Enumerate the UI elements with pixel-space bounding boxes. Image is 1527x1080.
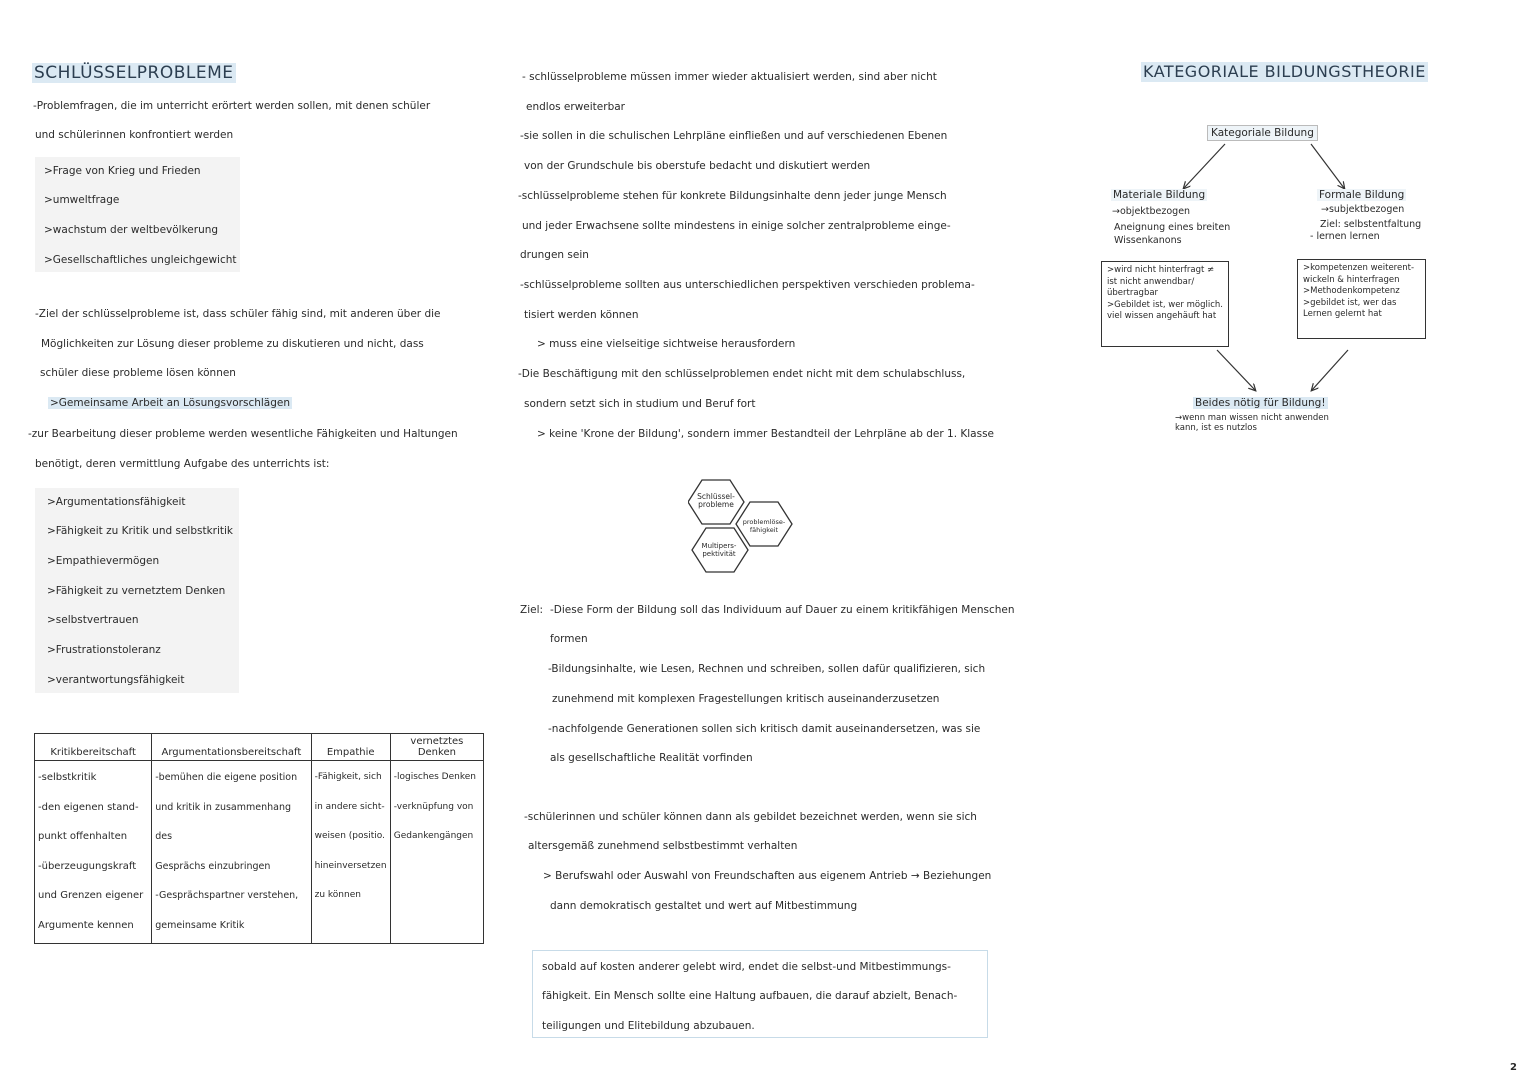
paragraph-line: > keine 'Krone der Bildung', sondern immer Bestandteil der Lehrpläne ab der 1. Klasse — [537, 428, 995, 440]
formal-line: Ziel: selbstentfaltung — [1320, 219, 1422, 230]
skill-item: >Argumentationsfähigkeit — [47, 496, 186, 508]
material-line: Wissenkanons — [1114, 235, 1182, 246]
skill-item: >verantwortungsfähigkeit — [47, 674, 185, 686]
table-header: Kritikbereitschaft — [35, 734, 152, 761]
paragraph-line: -Diese Form der Bildung soll das Individuum auf Dauer zu einem kritikfähigen Menschen — [550, 604, 1015, 616]
paragraph-line: tisiert werden können — [524, 309, 639, 321]
paragraph-line: -schlüsselprobleme stehen für konkrete Bildungsinhalte denn jeder junge Mensch — [518, 190, 947, 202]
paragraph-line: schüler diese probleme lösen können — [40, 367, 236, 379]
table-cell: -Fähigkeit, sich in andere sicht- weisen (positio. hineinversetzen zu können — [311, 761, 390, 944]
quote-line: fähigkeit. Ein Mensch sollte eine Haltung aufbauen, die darauf abzielt, Benach- — [542, 990, 958, 1002]
table-header: vernetztes Denken — [390, 734, 483, 761]
root-node: Kategoriale Bildung — [1207, 125, 1318, 141]
paragraph-line: endlos erweiterbar — [526, 101, 625, 113]
hexagon-label: problemlöse- fähigkeit — [742, 518, 786, 534]
hexagon-label: Schlüssel- probleme — [697, 492, 735, 509]
highlighted-text: >Gemeinsame Arbeit an Lösungsvorschlägen — [50, 397, 290, 409]
paragraph-line: und jeder Erwachsene sollte mindestens in einige solcher zentralprobleme einge- — [522, 220, 951, 232]
paragraph-line: sondern setzt sich in studium und Beruf fort — [524, 398, 756, 410]
page-number: 2 — [1510, 1062, 1517, 1073]
formal-line: - lernen lernen — [1310, 231, 1380, 242]
competence-table — [34, 733, 484, 944]
paragraph-line: und schülerinnen konfrontiert werden — [35, 129, 234, 141]
section-title-schluesselprobleme: SCHLÜSSELPROBLEME — [34, 63, 234, 83]
ziel-label: Ziel: — [520, 604, 544, 616]
table-header-row — [35, 734, 484, 761]
table-header: Argumentationsbereitschaft — [152, 734, 311, 761]
paragraph-line: - schlüsselprobleme müssen immer wieder aktualisiert werden, sind aber nicht — [522, 71, 937, 83]
paragraph-line: von der Grundschule bis oberstufe bedacht und diskutiert werden — [524, 160, 871, 172]
material-line: →objektbezogen — [1112, 206, 1191, 217]
conclusion: Beides nötig für Bildung! — [1195, 397, 1326, 409]
table-cell: -bemühen die eigene position und kritik in zusammenhang des Gesprächs einzubringen -Gesprächspartner verstehen, gemeinsame Kritik — [152, 761, 311, 944]
paragraph-line: -schülerinnen und schüler können dann als gebildet bezeichnet werden, wenn sie sich — [524, 811, 977, 823]
paragraph-line: > muss eine vielseitige sichtweise herausfordern — [537, 338, 796, 350]
skill-item: >Empathievermögen — [47, 555, 160, 567]
issue-item: >Gesellschaftliches ungleichgewicht — [44, 254, 237, 266]
table-row — [35, 761, 484, 944]
skill-item: >Frustrationstoleranz — [47, 644, 161, 656]
paragraph-line: > Berufswahl oder Auswahl von Freundschaften aus eigenem Antrieb → Beziehungen — [543, 870, 992, 882]
paragraph-line: -Bildungsinhalte, wie Lesen, Rechnen und schreiben, sollen dafür qualifizieren, sich — [548, 663, 986, 675]
paragraph-line: -nachfolgende Generationen sollen sich kritisch damit auseinandersetzen, was sie — [548, 723, 981, 735]
issue-item: >Frage von Krieg und Frieden — [44, 165, 201, 177]
issue-item: >umweltfrage — [44, 194, 120, 206]
section-title-kategoriale-bildungstheorie: KATEGORIALE BILDUNGSTHEORIE — [1143, 62, 1426, 81]
quote-line: sobald auf kosten anderer gelebt wird, endet die selbst-und Mitbestimmungs- — [542, 961, 951, 973]
table-cell: -logisches Denken -verknüpfung von Gedankengängen — [390, 761, 483, 944]
issue-item: >wachstum der weltbevölkerung — [44, 224, 219, 236]
paragraph-line: -Ziel der schlüsselprobleme ist, dass schüler fähig sind, mit anderen über die — [35, 308, 441, 320]
paragraph-line: drungen sein — [520, 249, 589, 261]
paragraph-line: formen — [550, 633, 588, 645]
skill-item: >Fähigkeit zu vernetztem Denken — [47, 585, 226, 597]
table-cell: -selbstkritik -den eigenen stand- punkt offenhalten -überzeugungskraft und Grenzen eigener Argumente kennen — [35, 761, 152, 944]
skill-item: >selbstvertrauen — [47, 614, 139, 626]
material-line: Aneignung eines breiten — [1114, 222, 1231, 233]
paragraph-line: -sie sollen in die schulischen Lehrpläne einfließen und auf verschiedenen Ebenen — [520, 130, 948, 142]
paragraph-line: -Problemfragen, die im unterricht erörtert werden sollen, mit denen schüler — [33, 100, 431, 112]
paragraph-line: Möglichkeiten zur Lösung dieser probleme zu diskutieren und nicht, dass — [41, 338, 424, 350]
material-box: >wird nicht hinterfragt ≠ ist nicht anwendbar/ übertragbar >Gebildet ist, wer möglich. viel wissen angehäuft hat — [1101, 261, 1229, 347]
paragraph-line: -schlüsselprobleme sollten aus unterschiedlichen perspektiven verschieden problema- — [520, 279, 975, 291]
highlight-line — [48, 396, 292, 410]
hexagon-label: Multipers- pektivität — [701, 542, 737, 558]
formal-title: Formale Bildung — [1319, 189, 1405, 201]
table-header: Empathie — [311, 734, 390, 761]
paragraph-line: zunehmend mit komplexen Fragestellungen kritisch auseinanderzusetzen — [552, 693, 940, 705]
paragraph-line: dann demokratisch gestaltet und wert auf Mitbestimmung — [550, 900, 858, 912]
paragraph-line: benötigt, deren vermittlung Aufgabe des unterrichts ist: — [35, 458, 330, 470]
paragraph-line: -zur Bearbeitung dieser probleme werden wesentliche Fähigkeiten und Haltungen — [28, 428, 458, 440]
skill-item: >Fähigkeit zu Kritik und selbstkritik — [47, 525, 234, 537]
formal-line: →subjektbezogen — [1321, 204, 1405, 215]
paragraph-line: altersgemäß zunehmend selbstbestimmt verhalten — [528, 840, 798, 852]
material-title: Materiale Bildung — [1113, 189, 1206, 201]
conclusion-note: →wenn man wissen nicht anwenden kann, ist es nutzlos — [1175, 413, 1329, 433]
paragraph-line: als gesellschaftliche Realität vorfinden — [550, 752, 753, 764]
paragraph-line: -Die Beschäftigung mit den schlüsselproblemen endet nicht mit dem schulabschluss, — [518, 368, 966, 380]
formal-box: >kompetenzen weiterent-wickeln & hinterfragen >Methodenkompetenz >gebildet ist, wer das Lernen gelernt hat — [1297, 259, 1426, 339]
quote-line: teiligungen und Elitebildung abzubauen. — [542, 1020, 755, 1032]
